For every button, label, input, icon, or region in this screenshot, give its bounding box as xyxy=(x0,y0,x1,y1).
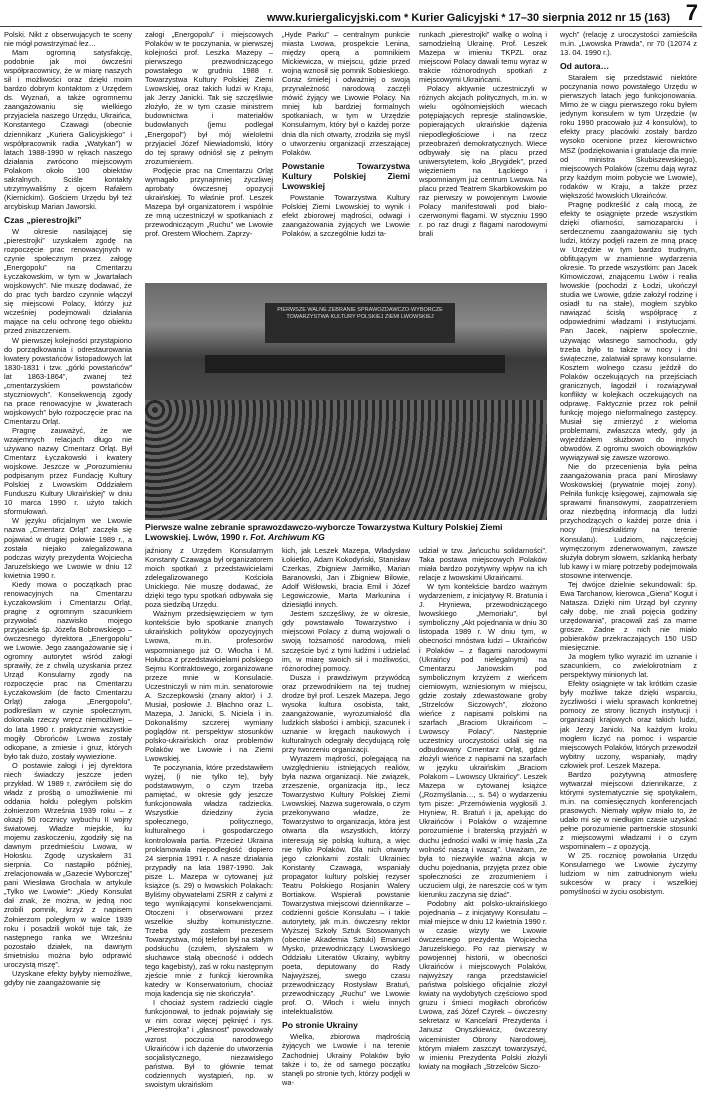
column-1 xyxy=(4,30,132,1098)
paragraph: udział w tzw. „łańcuchu solidarności”. Taka postawa miejscowych Polaków miała bardzo pozytywny wpływ na ich relacje z lwowskimi Ukraińcami. xyxy=(419,546,547,583)
section-heading: Po stronie Ukrainy xyxy=(282,1020,358,1031)
paragraph: W języku oficjalnym we Lwowie nazwa „Cmentarz Orląt” zaczęła się pojawiać w drugiej połowie 1989 r., a została niejako zalegalizowana podczas wizyty prezydenta Wojciecha Jaruzelskiego we Lwowie w dniu 12 kwietnia 1990 r. xyxy=(4,516,132,580)
paragraph: Te poczynania, które przedstawiłem wyżej, (i nie tylko te), były podstawowym, o czym trzeba pamiętać, w okresie gdy jeszcze funkcjonowała władza radziecka. Wszystkie dziedziny życia społecznego, politycznego, kulturalnego i gospodarczego kontrolowała partia. Przecież Ukraina proklamowała niepodległość dopiero 24 sierpnia 1991 r. A nasze działania przypadły na lata 1987-1990. Jak pisze L. Mazepa w cytowanej już książce (s. 29) o lwowskich Polakach: Byliśmy obywatelami ZSRR z całymi z tego wynikającymi konsekwencjami. Otoczeni i obserwowani przez wszelkie służby komunistyczne. Trzeba gdy zostałem prezesem Towarzystwa, mój telefon był na stałym podsłuchu (czułem, słyszałem w słuchawce stałą obecność i oddech tego kagebisty), zaś w roku następnym zjeście mnie z funkcji kierownika katedry w Konserwatorium, chociaż moja kadencja się nie skończyła”. xyxy=(145,763,273,999)
column-4-bottom xyxy=(419,546,547,1098)
paragraph: Podjęcie prac na Cmentarzu Orląt wymagało przynajmniej życzliwej aprobaty ówczesnej opozycji ukraińskiej. To właśnie prof. Leszek Mazepa był organizatorem i wspólnie ze mną uczestniczył w spotkaniach z przewodniczącym „Ruchu” we Lwowie prof. Orestem Włochem. Zaprzy- xyxy=(145,165,273,239)
paragraph: O postawie załogi i jej dyrektora niech świadczy jeszcze jeden przykład. W 1989 r. zwróciłem się do władz z prośbą o umożliwienie mi oddania hołdu poległym polskim żołnierzom Września 1939 roku – z okazji 50 rocznicy wybuchu II wojny światowej. Władze miejskie, ku mojemu zaskoczeniu, zgodziły się na dawnym przedmieściu Lwowa, w Hołosku. Zgodę uzyskałem 31 sierpnia. Co nastąpiło później, zrelacjonowała w „Gazecie Wyborczej” pani Wiesława Grochala w artykule „Tylko we Lwowie”: „Kiedy Konsulat dał znak, że można, w jedną noc zrobili pomnik, krzyż z napisem Żołnierzom poległym w walce 1939 roku i posadzili wokół tuje tak, że następnego ranka we Wrześniu pozostało działek, na dawnym śmietnisku można było odprawić uroczystą mszę”. xyxy=(4,760,132,969)
paragraph: Bardzo pozytywną atmosferę wytwarzał miejscowi dziennikarze, z którymi systematycznie się spotykałem, m.in. na comiesięcznych konferencjach prasowych. Niemały wpływ miało to, że udało mi się w niedługim czasie uzyskać pełne porozumienie partnerskie stosunki z miejscowymi władzami i o czym wspominałem – z opozycją. xyxy=(560,769,697,852)
paragraph: Uzyskane efekty byłyby niemożliwe, gdyby nie zaangażowanie się xyxy=(4,968,132,987)
publication-line: www.kuriergalicyjski.com * Kurier Galicyjski * 17–30 sierpnia 2012 nr 15 (163) xyxy=(266,12,670,24)
column-3-bottom xyxy=(282,546,410,1098)
paragraph: załogi „Energopolu” i miejscowych Polaków w te poczynania, w pierwszej kolejności prof. Leszka Mazepy – pierwszego prezwodniczącego powstałego w grudniu 1988 r. Towarzystwa Kultury Polskiej Ziemi Lwowskiej, oraz takich ludzi w Kraju, jak Jerzy Janicki. Tak się szczęśliwie złożyło, że w tym czasie ministrem budownictwa i materiałów budowlanych (jemu podlegał „Energopol”) był mój wieloletni przyjaciel Józef Niewiadomski, który do tej sprawy odniósł się z pełnym zrozumieniem. xyxy=(145,30,273,166)
page-number: 7 xyxy=(685,0,698,25)
paragraph: „Hyde Parku” – centralnym punkcie miasta Lwowa, prospekcie Lenina, między operą a pomnikiem Mickiewicza, w miejscu, gdzie przed wojną wznosił się pomnik Sobieskiego. Coraz śmielej i odważniej o swoją przynależność narodową zaczęli mówić żyjący we Lwowie Polacy. Na mniej lub bardziej formalnych spotkaniach, w tym w Urzędzie Konsularnym, który był o każdej porze dnia dla nich otwarty, zrodziła się myśl o utworzeniu organizacji zrzeszającej Polaków. xyxy=(282,30,410,157)
section-heading: Czas „pierestrojki” xyxy=(4,214,82,225)
paragraph: runkach „pierestrojki” walkę o wolną i samodzielną Ukrainę. Prof. Leszek Mazepa w imieniu TKPZL oraz miejscowi Polacy dawali temu wyraz w trakcie różnorodnych spotkań z miejscowymi Ukraińcami. xyxy=(419,30,547,85)
paragraph: Ja mogłem tylko wyrazić im uznanie i szacunkiem, co zwielokrotniam z perspektywy minionych lat. xyxy=(560,652,697,680)
paragraph: Wyrazem mądrości, polegającą na uwzględnieniu istniejących realiów, była nazwa organizacji. Nie związek, zrzeszenie, organizacja itp., lecz Towarzystwo Kultury Polskiej Ziemi Lwowskiej. Nazwa sugerowała, o czym przekonywano władze, że Towarzystwo to organizacja, która jest otwarta dla wszystkich, którzy interesują się polską kulturą, a więc nie tylko Polaków. Dla nich otwarty jego członkami zostali: Ukrainiec Konstanty Czawaga, wspaniały propagator kultury polskiej rezyser Teatru Polskiego Rosjanin Walery Bortiakow. Wspierali powstanie Towarzystwa miejscowi dziennikarze – codzienni goście Konsulatu – i takie autorytety, jak m.in. ówczesny rektor Wyższej Szkoły Sztuk Stosowanych (obecnie Akademia Sztuki) Emanuel Mysko, przewodniczący Lwowskiego Oddziału Literatów Ukrainy, wybitny poeta, deputowany do Rady Najwyższej, swego czasu przewodniczący Rostysław Bratuń, przewodniczący „Ruchu” we Lwowie prof. O. Włoch i wielu innych intelektualistów. xyxy=(282,754,410,1017)
paragraph: Podobny akt polsko-ukraińskiego pojednania – z inicjatywy Konsulatu – miał miejsce w dniu 12 kwietnia 1990 r. w czasie wizyty we Lwowie ówczesnego prezydenta Wojciecha Jaruzelskiego. Po raz pierwszy w powojennej historii, w obecności Ukraińców i miejscowych Polaków, najwyższy ranga przedstawiciel państwa polskiego oficjalnie złożył kwiaty na wydobytych częściowo spod gruzu i śmieci mogiłach obrońców Lwowa, zaś Józef Czyrek – ówczesny sekretarz w Kancelarii Prezydenta i Janusz Onyszkiewicz, ówczesny wiceminister Obrony Narodowej, którym miałem zaszczyt towarzyszyć, w imieniu Prezydenta Polski złożyli kwiaty na mogiłach „Strzelców Siczo- xyxy=(419,898,547,1071)
paragraph: Nie do przecenienia była pełna zaangażowania praca pani Mirosławy Woskowskiej (prywatnie mojej żony). Pełniła funkcję księgowej, zajmowała się sprawami finansowymi, zaopatrzeniem oraz niezbędną informacją dla ludzi przychodzących o każdej porze dnia i nocy (mieszkaliśmy na terenie Konsulatu). Ludziom, najczęściej wymęczonym zdenerwowanym, zawsze służyła dobrym słowem, szklanką herbaty lub kawy i w miarę potrzeby podejmowała stosowne interwencje. xyxy=(560,462,697,580)
photo-banner: PIERWSZE WALNE ZEBRANIE SPRAWOZDAWCZO-WYBORCZE TOWARZYSTWA KULTURY POLSKIEJ ZIEMI LWOWSKIEJ xyxy=(265,303,455,343)
paragraph: Starałem się przedstawić niektóre poczynania nowo powstałego Urzędu w pierwszych latach jego funkcjonowania. Mimo że w ciągu pierwszego roku byłem jedynym konsulem w tym Urzędzie (w roku 1990 pracowało już 4 konsulów), to efekty pracy placówki zostały bardzo wysoko ocenione przez kierownictwo MSZ (podziękowania i gratulacje dla mnie od ministra Skubiszewskiego), miejscowych Polaków (czemu dają wyraz przy każdym moim pobycie we Lwowie), rodaków w Kraju, a także przez większość lwowskich Ukraińców. xyxy=(560,73,697,200)
column-4-top xyxy=(419,30,547,280)
paragraph: Polski. Nikt z obserwujących te sceny nie mógł powstrzymać łez… xyxy=(4,30,132,49)
presidium-table xyxy=(205,355,505,373)
paragraph: W okresie nasilającej się „pierestrojki” uzyskałem zgodę na rozpoczęcie prac renowacyjnych w czynie społecznym przez załogę „Energopolu” na Cmentarzu Łyczakowskim, w tym w „kwartałach wojskowych”. Nie muszę dodawać, że do prac tych bardzo czynnie włączył się miejscowi Polacy, którzy już wcześniej podejmowali działania mające na celu ochronę tego obiektu przed zniszczeniem. xyxy=(4,226,132,336)
paragraph: W 25. rocznicę powołania Urzędu Konsularnego we Lwowie życzymy ludziom w nim zatrudnionym wielu sukcesów w pracy i wszelkiej pomyślności w życiu osobistym. xyxy=(560,851,697,897)
paragraph: Kiedy mowa o początkach prac renowacyjnych na Cmentarzu Łyczakowskim i Cmentarzu Orląt, pragnę z ogromnym szacunkiem przywołać nazwisko mojego przyjaciela śp. Józefa Bobrowskiego – ówczesnego dyrektora „Energopolu” we Lwowie. Jego zaangażowanie się i ogromny autorytet wśród załogi sprawiły, że z chwilą uzyskania przez Urząd Konsularny zgody na rozpoczęcie prac na Cmentarzu Łyczakowskim (de facto Cmentarzu Orląt) załoga „Energopolu”, podkreślam w czynie społecznym, dokonała rzeczy wręcz niemożliwej – do lata 1990 r. praktycznie wszystkie mogiły Obrońców Lwowa zostały odkopane, a zmiesie i gruz, których było tak dużo, zostały wywiezione. xyxy=(4,579,132,761)
caption-text: Pierwsze walne zebranie sprawozdawczo-wyborcze Towarzystwa Kultury Polskiej Ziemi Lwowskiej. Lwów, 1990 r. xyxy=(145,522,503,542)
paragraph: W tym kontekście bardzo ważnym wydarzeniem, z inicjatywy R. Bratunia i J. Hryniewa, przewodniczącego lwowskiego „Memoriału”, był symboliczny „Akt pojednania w dniu 30 listopada 1989 r. W dniu tym, w obecności mnóstwa ludzi – Ukraińców i Polaków – z flagami narodowymi (Ukraińcy pod nielegalnymi) na Cmentarzu Janowskim pod symbolicznym krzyżem z wieńcem cierniowym, wzniesionym w miejscu, gdzie zostały zdewastowane groby „Strzelców Siczowych”, złożono wieńce z napisami polskimi na szarfach „Braciom Ukraińcom – Lwowscy Polacy”. Następnie uczestnicy uroczystości udali się na odbudowany Cmentarz Orląt, gdzie złożyli wieńce z napisami na szarfach w języku ukraińskim „Braciom Polakom – Lwowscy Ukraińcy”. Leszek Mazepa w cytowanej książce („Rozmyślania…, s. 54) o wydarzeniu tym pisze: „Przemówienia wygłosili J. Hryniew, R. Bratuń i ja, apelując do Ukraińców i Polaków o wzajemne porozumienie i braterską przyjaźń w duchu jedności walki w imię hasła „Za wolność naszą i waszą”. Uważam, że była to niezwykle ważna akcja w duchu pojednania, przyjęta przez obie społeczności ze zrozumieniem i uczuciem ulgi, że nareszcie coś w tym kierunku zaczyna się dziać”. xyxy=(419,582,547,899)
paragraph: Wielka, zbiorowa mądrością żyjących we Lwowie i na terenie Zachodniej Ukrainy Polaków było także i to, że od samego początku stanęli po stronie tych, którzy podjęli w wa- xyxy=(282,1032,410,1087)
paragraph: Ważnym przedsięwzięciem w tym kontekście było spotkanie znanych ukraińskich polityków opozycyjnych Lwowa, m.in. profesorów wspomnianego już O. Włocha i M. Hołubca z przedstawicielami polskiego Sejmu Kontraktowego, zorganizowane przeze mnie w Konsulacie. Uczestniczyli w nim m.in. senatorowie A. Szczepkowski (znany aktor) i J. Musiał, posłowie J. Błachno oraz L. Mazepa, J. Janicki, S. Niciela i in. Dokonaliśmy szczerej wymiany poglądów nt. perspektyw stosunków polsko-ukraińskich oraz problemów Polaków we Lwowie i na Ziemi Lwowskiej. xyxy=(145,609,273,764)
paragraph: jaźniony z Urzędem Konsularnym Konstanty Czawaga był organizatorem moich spotkań z przedstawicielami zdelegalizowanego Kościoła Unickiego. Nie muszę dodawać, że dzięki tego typu spotkań odbywała się poza siedzibą Urzędu. xyxy=(145,546,273,610)
photo-caption xyxy=(145,522,547,542)
paragraph: Dusza i prawdziwym przywódcą oraz przewodnikiem na tej trudnej drodze był prof. Leszek Mazepa. Jego wysoka kultura osobista, takt, zaangażowanie, wyrozumiałość dla ludzkich słabości i ambicji, szacunek i uznanie w kręgach naukowych i kulturalnych odegrały decydującą rolę przy tworzeniu organizacji. xyxy=(282,672,410,755)
paragraph: Mam ogromną satysfakcję, podobnie jak moi ówcześni współpracownicy, że w miarę naszych sił i możliwości oraz dzięki moim bardzo dobrym kontaktom z Urzędem ds. Wyznań, a także ogromnemu zaangażowaniu się wielkiego przyjaciela naszego Urzędu, Ukraińca, Konstantego Czawagi (obecnie dziennikarz „Kuriera Galicyjskiego” i współpracownik radia „Watykan”) w latach 1988-1990 w rękach naszego działania zwrócono miejscowym Polakom około 100 obiektów sakralnych. Sciśle kontakty utrzymywaliśmy z ojcem Rafałem (Kiernickim). Gościem Urzędu był też arcybiskup Marian Jaworski. xyxy=(4,48,132,211)
column-2-top xyxy=(145,30,273,280)
column-2-bottom xyxy=(145,546,273,1098)
column-3-top xyxy=(282,30,410,280)
archival-photo xyxy=(145,283,547,520)
paragraph: I chociaż system radziecki ciągle funkcjonował, to jednak pojawiały się w nim coraz więcej pęknięć i rys. „Pierestrojka” i „głasnost” powodowały wzrost poczucia narodowego Ukraińców i ich dążenie do utworzenia socjalistycznego, niezawisłego państwa. Był to głównie temat codziennych wystąpień, np. w swoistym ukraińskim xyxy=(145,998,273,1089)
paragraph: W pierwszej kolejności przystąpiono do porządkowania i odrestaurowania kwatery powstańców listopadowych lat 1830-1831 i tzw. „górki powstańców” lat 1863-1864”, zwanej też „cmentarzyskiem powstańców styczniowych”. Konsekwencją zgody na prace renowacyjne w „kwaterach wojskowych” było rozpoczęcie prac na Cmentarzu Orląt. xyxy=(4,335,132,426)
audience-crowd xyxy=(145,400,547,520)
paragraph: Powstanie Towarzystwa Kultury Polskiej Ziemi Lwowskiej to wynik i efekt zbiorowej mądrości, odwagi i zaangażowania żyjących we Lwowie Polaków, a szczególnie ludzi ta- xyxy=(282,192,410,238)
paragraph: Jestem szczęśliwy, że w okresie, gdy powstawało Towarzystwo i miejscowi Polacy z dumą wojowali o swoją tożsamość narodową, mieli szczęście być z tymi ludźmi i udzielać im, w miarę swoich sił i możliwości, różnorodnej pomocy. xyxy=(282,609,410,673)
paragraph: wych” (relację z uroczystości zamieściła m.in. „Lwowska Prawda”, nr 70 (12074 z 13. 04. 1990 r.). xyxy=(560,30,697,58)
paragraph: Pragnę zauważyć, że we wzajemnych relacjach długo nie używano nazwy Cmentarz Orląt. Był Cmentarz Łyczakowski i kwatery wojskowe. Jeszcze w „Porozumieniu podpisanym przez Fundację Kultury Polskiej z Lwowskim Oddziałem Funduszu Kultury Ukraińskiej” w dniu 10 marca 1990 r. użyto takich sformułowań. xyxy=(4,425,132,517)
column-5 xyxy=(560,30,697,1098)
paragraph: Tej dwójce dzielnie sekundowali: śp. Ewa Tarchanow, kierowca „Giena” Kogut i Natasza. Dzięki nim Urząd był czynny cały dobę, nie znali pojęcia godziny urzędowania”, pracowali zaś za marne grosze. Żadne z nich nie miało pobieraków przekraczających 150 USD miesięcznie. xyxy=(560,579,697,653)
paragraph: Polacy aktywnie uczestniczyli w różnych akcjach politycznych, m.in. w wielu ogólnomiejskich wiecach potępiających represje stalinowskie, popierających ukraińskie dążenia niepodległościowe i na rzecz przeobrażeń demokratycznych. Wiece odbywały się na placu przed uniwersytetem, koło „Brygidek”, przed więzieniem na Łąckiego i wspomnianym już centrum Lwowa. Na placu przed Teatrem Skarbkowskim po raz pierwszy w powojennym Lwowie Polacy manifestowali pod biało-czerwonymi flagami. W styczniu 1990 r. po raz drugi z flagami narodowymi brali xyxy=(419,84,547,239)
paragraph: Pragnę podkreślić z całą mocą, że efekty te osiągnięte przede wszystkim dzięki ofiarności, samozaparciu i serdecznemu zaangażowaniu się tych ludzi, którzy podjęli razem ze mną pracę w Urzędzie w tym bardzo trudnym, obfitującym w znamienne wydarzenia okresie. To przede wszystkim: pan Jacek Kimowiczowi, znającemu Lwów i realia lwowskie (pochodzi z Łodzi, ukończył studia we Lwowie, gdzie założył rodzinę i osiadł tu na stałe), mogłem szybko nawiązać ścisłą współpracę z odpowiednimi władzami i instytucjami. Pan Jacek, najpierw społecznie, używając własnego samochodu, gdy trzeba było to także w nocy i dni świąteczne, zalatwiał sprawy konsularne. Kosztem wolnego czasu jeździł do Polaków oczekujących na przejściach granicznych, łagodził i rozwiązywał konflikty w kolejkach oczekujących na odprawę. Faktycznie przez rok pełnił funkcję mojego nieformalnego zastępcy. Musiał się zmierzyć z wieloma problemami, zwłaszcza wtedy, gdy ja wyjeżdżałem służbowo do innych obwodów. Z ogromu swoich obowiązków wywiązywał się zawsze wzorowo. xyxy=(560,199,697,463)
paragraph: kich, jak Leszek Mazepa, Władysław Łokietko, Adam Kokodyński, Stanisław Czerkas, Zbigniew Jarmiłko, Marian Baranowski, Jan i Zbigniew Bilowie, Adolf Wiśłowski, bracia Emil i Józef Legowiczowie, Marta Markunina i dziesiątki innych. xyxy=(282,546,410,610)
paragraph: Efekty osiągnięte w tak krótkim czasie były możliwe także dzięki wsparciu, życzliwości i wielu sprawach konkretnej pomocy ze strony licznych instytucji i organizacji krajowych oraz takich ludzi, jak Jerzy Janicki. Na każdym kroku mogłem liczyć na pomoc i wsparcie miejscowych Polaków, których przewodził wybitny uczony, wspaniały, mądry człowiek prof. Leszek Mazepa. xyxy=(560,679,697,770)
section-heading: Od autora… xyxy=(560,61,610,72)
photo-credit: Fot. Archiwum KG xyxy=(250,532,325,542)
page-header xyxy=(0,0,702,27)
section-heading: Powstanie Towarzystwa Kultury Polskiej Ziemi Lwowskiej xyxy=(282,160,410,191)
